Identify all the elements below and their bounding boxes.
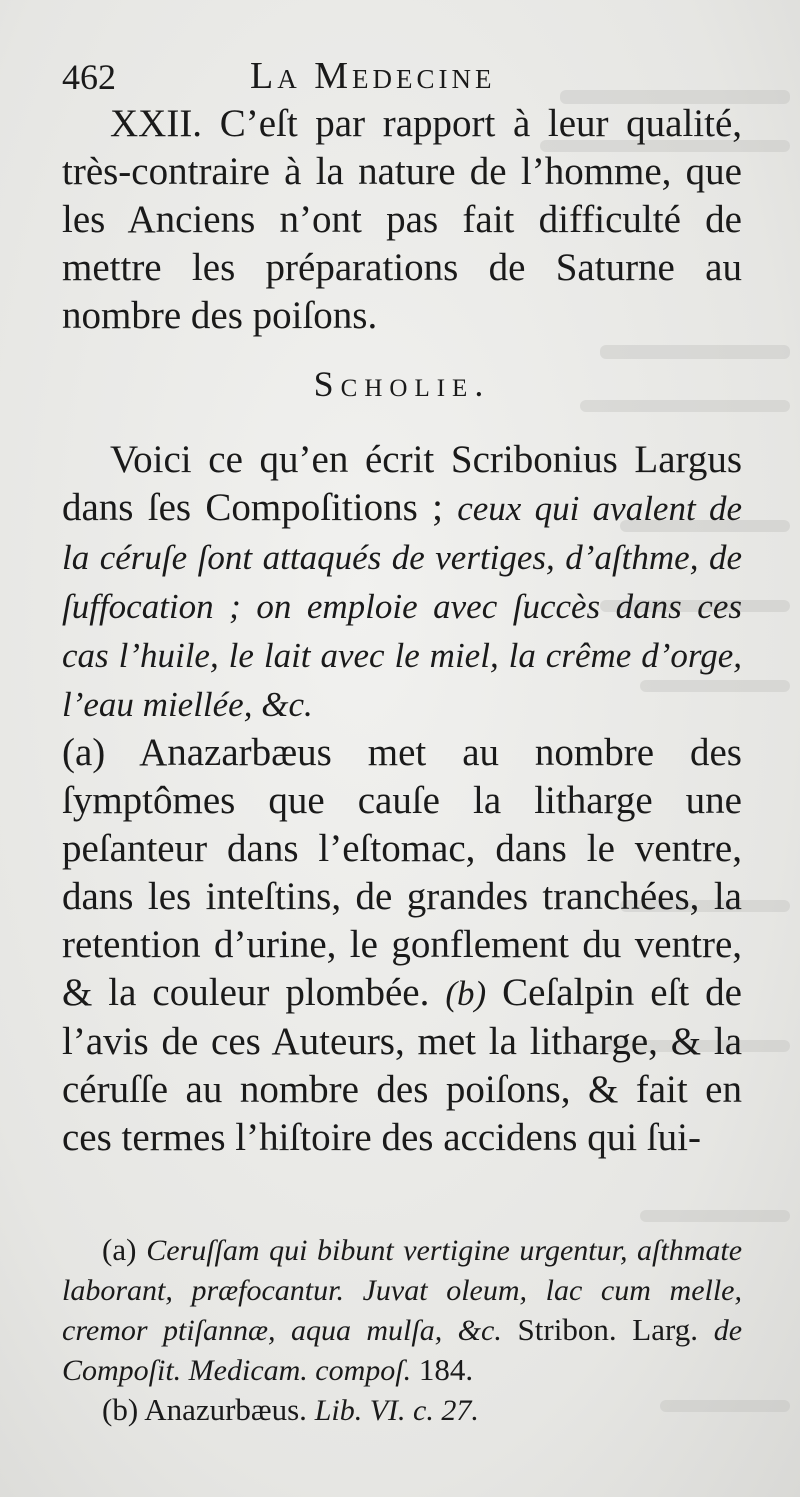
footnote-b xyxy=(62,1390,742,1430)
footnote-a-latin: Ceruſſam qui bibunt vertigine urgentur, aſthmate laborant, præfocantur. Juvat oleum, lac cum melle, cremor ptiſannæ, aqua mulſa, &c. xyxy=(62,1234,743,1347)
paragraph-xxii xyxy=(62,100,742,340)
section-heading: Scholie. xyxy=(313,364,491,404)
footnote-a-source-title: de Compoſit. Medicam. compoſ. xyxy=(62,1314,743,1387)
footnote-a-page: 184. xyxy=(418,1352,474,1387)
footnote-a xyxy=(62,1230,742,1390)
page-number: 462 xyxy=(62,57,116,97)
paragraph-scribonius-quote: ceux qui avalent de la céruſe ſont attaqués de vertiges, d’aſthme, de ſuffocation ; on emploie avec ſuccès dans ces cas l’huile, le lait avec le miel, la crême d’orge, l’eau miellée, &c. xyxy=(62,489,743,724)
footnotes xyxy=(62,1230,742,1430)
running-title: La Medecine xyxy=(250,55,496,97)
running-header xyxy=(62,52,762,102)
footnote-a-source: Stribon. Larg. xyxy=(517,1312,698,1347)
section-number: XXII. xyxy=(110,102,203,145)
paragraph-anazarbaeus xyxy=(62,729,742,1162)
paragraph-cesalpin-text: Ceſalpin eſt de l’avis de ces Auteurs, met la litharge, & la céruſſe au nombre des poiſons, & fait en ces termes l’hiſtoire des accidens qui ſui- xyxy=(62,971,742,1159)
footnote-a-mark: (a) xyxy=(102,1232,137,1267)
note-ref-b: (b) xyxy=(445,974,487,1013)
main-text xyxy=(62,100,742,1162)
footnote-b-source: Anazurbæus. xyxy=(144,1392,307,1427)
footnote-b-ref: Lib. VI. c. 27. xyxy=(314,1394,479,1427)
paragraph-scribonius-intro: Voici ce qu’en écrit Scribonius Largus dans ſes Compoſitions ; xyxy=(62,438,742,529)
footnote-b-mark: (b) xyxy=(102,1392,139,1427)
paragraph-scribonius xyxy=(62,436,742,729)
paragraph-anazarbaeus-text: (a) Anazarbæus met au nombre des ſymptômes que cauſe la litharge une peſanteur dans l’eſtomac, dans le ventre, dans les inteſtins, de grandes tranchées, la retention d’urine, le gonflement du ventre, & la couleur plombée. xyxy=(62,731,742,1014)
paragraph-xxii-text: C’eſt par rapport à leur qualité, très-contraire à la nature de l’homme, que les Anciens n’ont pas fait difficulté de mettre les préparations de Saturne au nombre des poiſons. xyxy=(62,102,743,337)
